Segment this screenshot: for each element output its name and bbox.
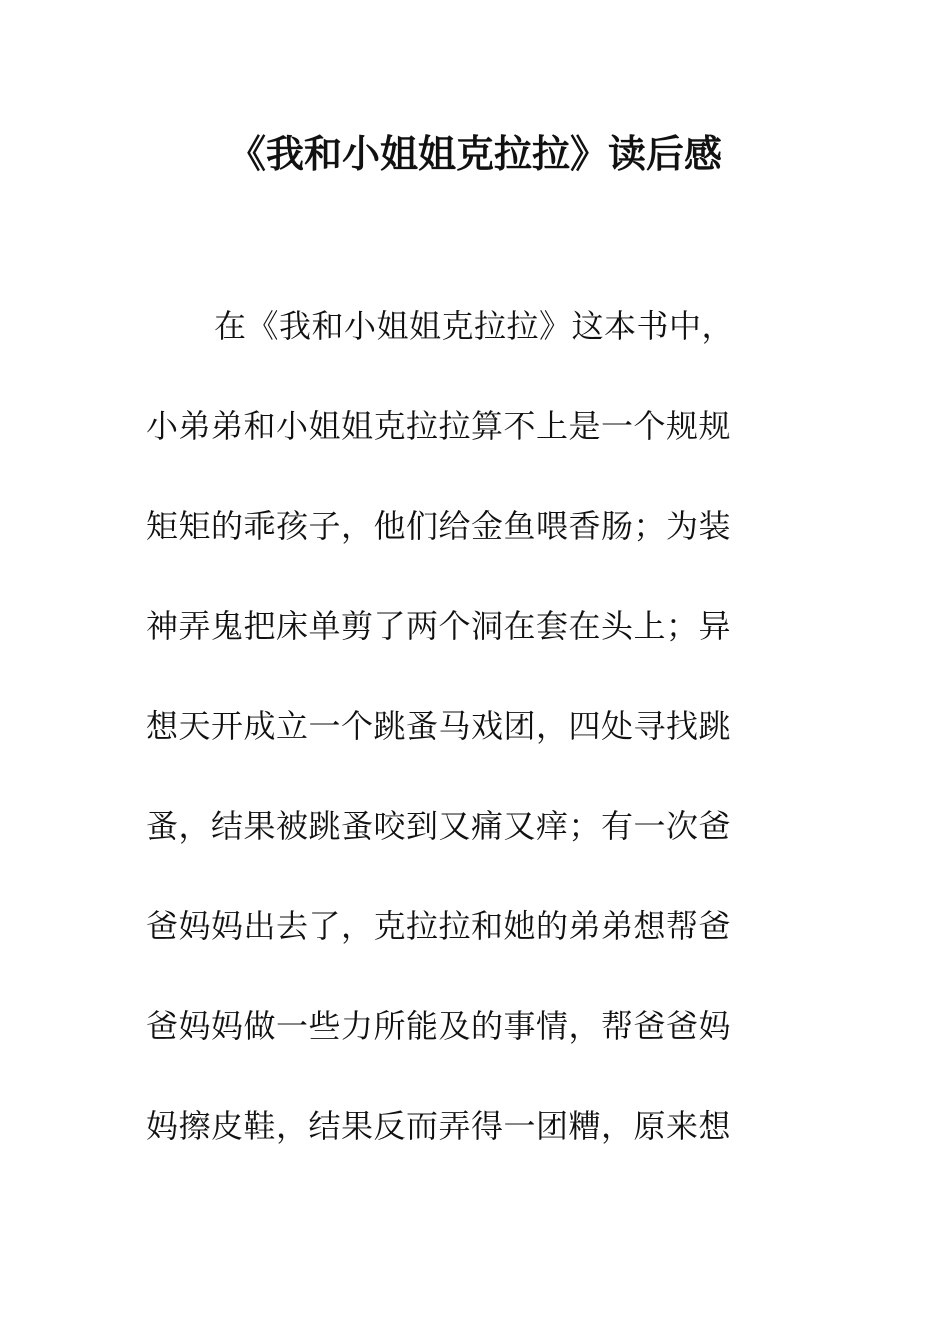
paragraph-line: 妈擦皮鞋，结果反而弄得一团糟，原来想 xyxy=(146,1107,732,1145)
paragraph-line: 在《我和小姐姐克拉拉》这本书中， xyxy=(214,307,735,345)
document-title: 《我和小姐姐克拉拉》读后感 xyxy=(227,132,722,176)
document-body xyxy=(146,276,786,1176)
paragraph-line: 想天开成立一个跳蚤马戏团，四处寻找跳 xyxy=(146,707,732,745)
paragraph-line: 爸妈妈做一些力所能及的事情，帮爸爸妈 xyxy=(146,1007,732,1045)
paragraph-line: 矩矩的乖孩子，他们给金鱼喂香肠；为装 xyxy=(146,507,732,545)
paragraph-line: 神弄鬼把床单剪了两个洞在套在头上；异 xyxy=(146,607,732,645)
paragraph-line: 爸妈妈出去了，克拉拉和她的弟弟想帮爸 xyxy=(146,907,732,945)
paragraph-line: 小弟弟和小姐姐克拉拉算不上是一个规规 xyxy=(146,407,732,445)
paragraph-line: 蚤，结果被跳蚤咬到又痛又痒；有一次爸 xyxy=(146,807,732,845)
